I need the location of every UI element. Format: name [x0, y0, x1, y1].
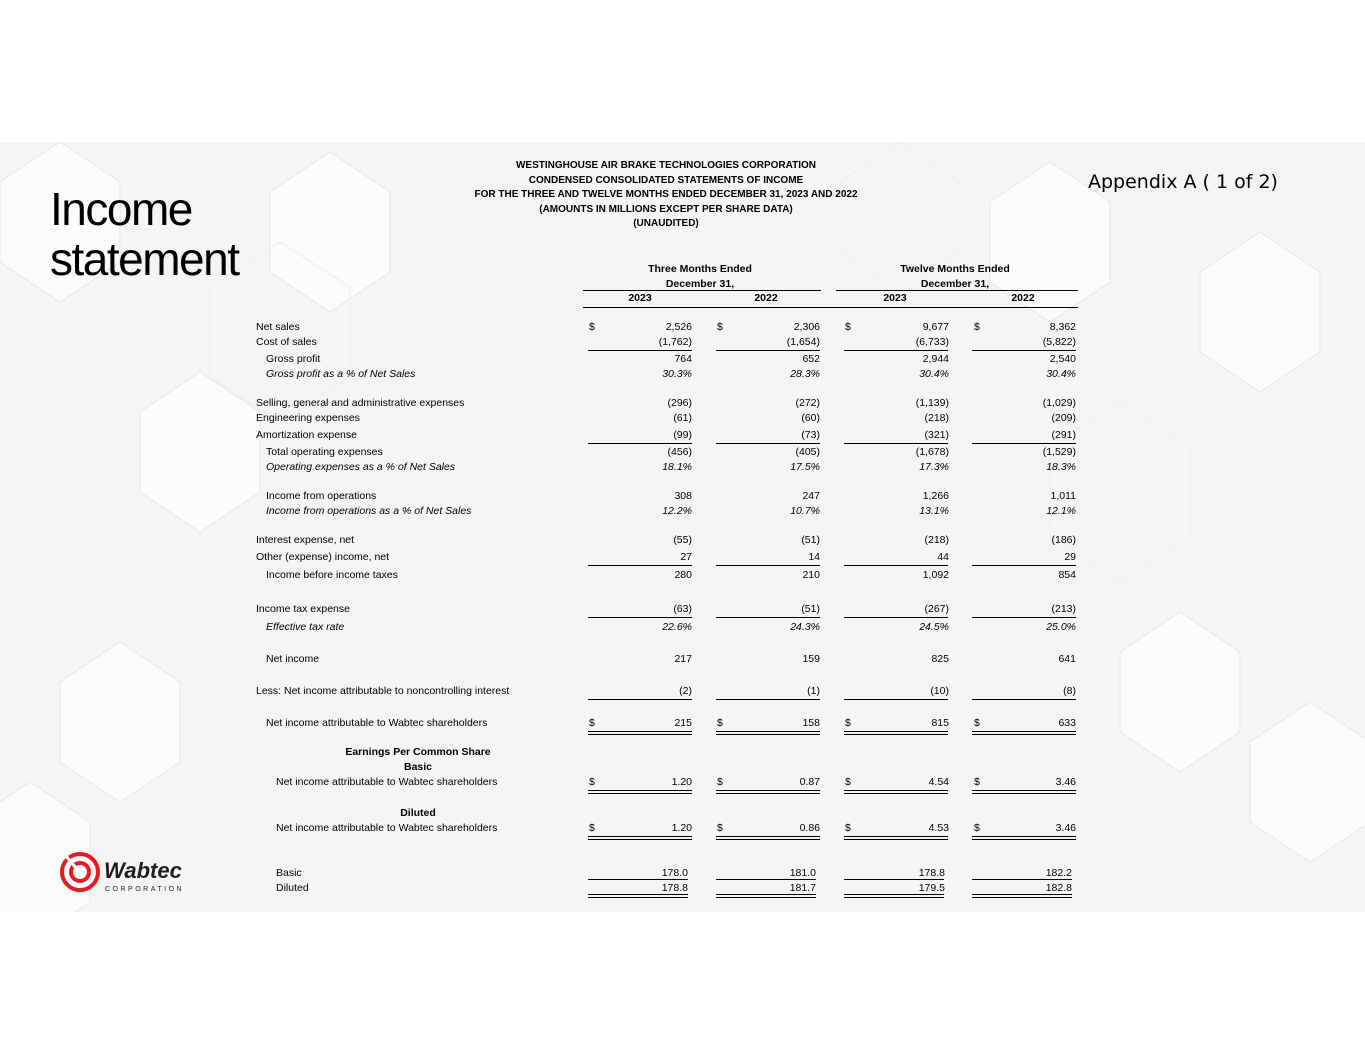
cell-rule — [716, 350, 820, 351]
cell-value: 159 — [802, 653, 820, 665]
cell-value: 22.6% — [662, 621, 692, 633]
cell-rule — [972, 734, 1076, 735]
cell-value: 178.0 — [661, 867, 688, 879]
cell-value: 28.3% — [790, 368, 820, 380]
row-label: Net income attributable to Wabtec shareholders — [276, 776, 498, 788]
cell-rule — [844, 894, 944, 895]
currency-symbol: $ — [589, 321, 595, 333]
row-label: Net sales — [256, 321, 300, 333]
cell-value: (2) — [679, 685, 692, 697]
cell-rule — [716, 879, 816, 880]
cell-value: (63) — [673, 603, 692, 615]
group-three-months — [585, 262, 815, 292]
cell-value: 764 — [674, 353, 692, 365]
cell-rule — [588, 879, 688, 880]
currency-symbol: $ — [845, 717, 851, 729]
cell-value: (60) — [801, 412, 820, 424]
eps-title: Earnings Per Common Share — [345, 746, 491, 758]
row-label: Basic — [276, 867, 302, 879]
cell-value: 158 — [802, 717, 820, 729]
cell-value: 8,362 — [1049, 321, 1076, 333]
cell-rule — [972, 793, 1076, 794]
cell-rule — [972, 894, 1072, 895]
cell-rule — [844, 897, 944, 898]
eps-basic-title: Basic — [403, 761, 433, 773]
cell-value: (456) — [667, 446, 692, 458]
cell-value: 1,266 — [922, 490, 949, 502]
header-line: CONDENSED CONSOLIDATED STATEMENTS OF INCOME — [528, 174, 804, 186]
cell-value: 825 — [931, 653, 949, 665]
currency-symbol: $ — [717, 776, 723, 788]
cell-rule — [972, 839, 1076, 840]
row-label: Interest expense, net — [256, 534, 355, 546]
cell-value: (73) — [801, 429, 820, 441]
group-rule — [836, 290, 1078, 291]
cell-rule — [588, 731, 692, 732]
cell-value: 27 — [680, 551, 692, 563]
cell-value: (296) — [667, 397, 692, 409]
cell-rule — [588, 734, 692, 735]
cell-value: (291) — [1051, 429, 1076, 441]
cell-value: 12.1% — [1046, 505, 1076, 517]
cell-value: 2,944 — [922, 353, 949, 365]
group-twelve-months — [840, 262, 1070, 292]
group-line: Three Months Ended — [648, 263, 752, 275]
cell-value: (1,139) — [915, 397, 949, 409]
cell-rule — [972, 879, 1072, 880]
currency-symbol: $ — [717, 717, 723, 729]
cell-rule — [588, 790, 692, 791]
cell-rule — [716, 734, 820, 735]
cell-rule — [588, 897, 688, 898]
cell-value: 24.5% — [919, 621, 949, 633]
row-label: Income before income taxes — [266, 569, 398, 581]
year-header: 2023 — [628, 292, 652, 304]
row-label: Diluted — [276, 882, 309, 894]
cell-value: 24.3% — [790, 621, 820, 633]
cell-value: 280 — [674, 569, 692, 581]
cell-value: 17.3% — [919, 461, 949, 473]
header-line: FOR THE THREE AND TWELVE MONTHS ENDED DECEMBER 31, 2023 AND 2022 — [474, 189, 858, 200]
cell-rule — [972, 897, 1072, 898]
cell-rule — [588, 565, 692, 566]
cell-rule — [716, 617, 820, 618]
cell-value: 179.5 — [918, 882, 945, 894]
cell-value: 182.8 — [1045, 882, 1072, 894]
row-label: Effective tax rate — [266, 621, 345, 633]
cell-value: 2,540 — [1049, 353, 1076, 365]
currency-symbol: $ — [974, 321, 980, 333]
cell-rule — [844, 790, 948, 791]
cell-value: 14 — [808, 551, 820, 563]
cell-value: 29 — [1064, 551, 1076, 563]
year-header: 2022 — [754, 292, 778, 304]
row-label: Other (expense) income, net — [256, 551, 390, 563]
cell-value: 815 — [931, 717, 949, 729]
group-line: Twelve Months Ended — [900, 263, 1010, 275]
cell-value: 30.3% — [662, 368, 692, 380]
currency-symbol: $ — [974, 822, 980, 834]
cell-value: (186) — [1051, 534, 1076, 546]
cell-rule — [588, 836, 692, 837]
cell-rule — [588, 793, 692, 794]
currency-symbol: $ — [717, 321, 723, 333]
cell-value: 854 — [1058, 569, 1076, 581]
cell-value: (272) — [795, 397, 820, 409]
cell-rule — [844, 565, 948, 566]
currency-symbol: $ — [845, 776, 851, 788]
cell-rule — [588, 839, 692, 840]
row-label: Engineering expenses — [256, 412, 360, 424]
currency-symbol: $ — [845, 822, 851, 834]
cell-value: 10.7% — [790, 505, 820, 517]
row-label: Net income attributable to Wabtec shareholders — [266, 717, 488, 729]
currency-symbol: $ — [974, 717, 980, 729]
cell-value: 308 — [674, 490, 692, 502]
cell-value: (61) — [673, 412, 692, 424]
currency-symbol: $ — [589, 717, 595, 729]
row-label: Less: Net income attributable to noncontrolling interest — [256, 685, 510, 697]
cell-rule — [844, 879, 944, 880]
group-line: December 31, — [665, 278, 735, 290]
cell-value: (218) — [924, 412, 949, 424]
cell-rule — [972, 790, 1076, 791]
cell-value: (1) — [807, 685, 820, 697]
cell-rule — [716, 565, 820, 566]
cell-rule — [716, 731, 820, 732]
cell-rule — [844, 350, 948, 351]
cell-rule — [844, 443, 948, 444]
cell-value: 3.46 — [1055, 776, 1076, 788]
cell-value: 30.4% — [919, 368, 949, 380]
row-label: Selling, general and administrative expenses — [256, 397, 465, 409]
cell-rule — [844, 734, 948, 735]
cell-rule — [844, 839, 948, 840]
cell-value: 9,677 — [922, 321, 949, 333]
logo-wordmark: Wabtec — [104, 858, 182, 883]
cell-value: (1,654) — [786, 336, 820, 348]
cell-rule — [588, 894, 688, 895]
slide-title-text: Income statement — [50, 183, 239, 285]
logo-subtitle: CORPORATION — [105, 886, 185, 893]
row-label: Cost of sales — [256, 336, 317, 348]
cell-value: 217 — [674, 653, 692, 665]
cell-rule — [588, 617, 692, 618]
cell-rule — [588, 699, 692, 700]
cell-value: 178.8 — [661, 882, 688, 894]
cell-rule — [972, 836, 1076, 837]
cell-rule — [716, 897, 816, 898]
cell-value: (6,733) — [915, 336, 949, 348]
cell-value: (8) — [1063, 685, 1076, 697]
cell-value: 1,011 — [1050, 490, 1076, 502]
cell-value: 2,526 — [665, 321, 692, 333]
cell-value: (1,762) — [658, 336, 692, 348]
cell-value: 4.54 — [928, 776, 949, 788]
cell-rule — [844, 731, 948, 732]
cell-value: 182.2 — [1045, 867, 1072, 879]
cell-value: (5,822) — [1042, 336, 1076, 348]
cell-value: 3.46 — [1055, 822, 1076, 834]
cell-value: 18.3% — [1046, 461, 1076, 473]
cell-value: (1,029) — [1042, 397, 1076, 409]
row-label: Operating expenses as a % of Net Sales — [266, 461, 456, 473]
cell-value: 17.5% — [790, 461, 820, 473]
cell-rule — [844, 836, 948, 837]
cell-value: 1.20 — [671, 776, 692, 788]
cell-value: 4.53 — [928, 822, 949, 834]
cell-value: 633 — [1058, 717, 1076, 729]
cell-value: (209) — [1051, 412, 1076, 424]
cell-rule — [844, 617, 948, 618]
cell-value: 0.86 — [799, 822, 820, 834]
cell-value: 25.0% — [1046, 621, 1076, 633]
eps-diluted-title: Diluted — [400, 807, 436, 819]
currency-symbol: $ — [974, 776, 980, 788]
cell-value: (1,529) — [1042, 446, 1076, 458]
cell-value: (55) — [673, 534, 692, 546]
currency-symbol: $ — [589, 822, 595, 834]
wabtec-logo — [56, 848, 201, 896]
cell-value: 12.2% — [662, 505, 692, 517]
cell-rule — [588, 443, 692, 444]
statement-header — [440, 159, 892, 232]
cell-value: 178.8 — [918, 867, 945, 879]
cell-rule — [716, 443, 820, 444]
cell-value: 13.1% — [919, 505, 949, 517]
year-rule — [583, 307, 1078, 308]
cell-rule — [972, 699, 1076, 700]
cell-value: (218) — [924, 534, 949, 546]
cell-value: 30.4% — [1046, 368, 1076, 380]
cell-value: (10) — [930, 685, 949, 697]
row-label: Net income attributable to Wabtec shareholders — [276, 822, 498, 834]
cell-value: 641 — [1058, 653, 1076, 665]
row-label: Net income — [266, 653, 320, 665]
row-label: Gross profit — [266, 353, 321, 365]
cell-value: (99) — [673, 429, 692, 441]
group-line: December 31, — [920, 278, 990, 290]
cell-rule — [716, 793, 820, 794]
cell-rule — [972, 565, 1076, 566]
cell-value: 652 — [802, 353, 820, 365]
row-label: Income tax expense — [256, 603, 350, 615]
cell-value: 44 — [937, 551, 949, 563]
cell-value: 1,092 — [922, 569, 949, 581]
cell-value: (213) — [1051, 603, 1076, 615]
cell-rule — [716, 894, 816, 895]
row-label: Income from operations as a % of Net Sales — [266, 505, 472, 517]
currency-symbol: $ — [589, 776, 595, 788]
cell-value: (51) — [801, 603, 820, 615]
cell-value: (51) — [801, 534, 820, 546]
cell-value: 1.20 — [671, 822, 692, 834]
header-line: (UNAUDITED) — [633, 218, 699, 229]
header-line: WESTINGHOUSE AIR BRAKE TECHNOLOGIES CORPORATION — [515, 160, 816, 171]
currency-symbol: $ — [845, 321, 851, 333]
cell-value: (267) — [924, 603, 949, 615]
cell-value: (1,678) — [915, 446, 949, 458]
cell-value: 210 — [802, 569, 820, 581]
appendix-label: Appendix A ( 1 of 2) — [1088, 171, 1278, 193]
currency-symbol: $ — [717, 822, 723, 834]
cell-rule — [844, 793, 948, 794]
slide-title — [50, 184, 250, 284]
cell-value: 215 — [674, 717, 692, 729]
header-line: (AMOUNTS IN MILLIONS EXCEPT PER SHARE DATA) — [539, 203, 793, 215]
row-label: Income from operations — [266, 490, 377, 502]
row-label: Gross profit as a % of Net Sales — [266, 368, 416, 380]
row-label: Total operating expenses — [266, 446, 383, 458]
cell-rule — [972, 731, 1076, 732]
group-rule — [583, 290, 821, 291]
cell-value: (405) — [795, 446, 820, 458]
cell-rule — [716, 790, 820, 791]
cell-rule — [844, 699, 948, 700]
cell-value: 181.7 — [789, 882, 816, 894]
cell-rule — [716, 699, 820, 700]
year-header: 2022 — [1011, 292, 1035, 304]
cell-rule — [972, 443, 1076, 444]
cell-rule — [972, 617, 1076, 618]
cell-rule — [716, 839, 820, 840]
cell-value: 2,306 — [793, 321, 820, 333]
row-label: Amortization expense — [256, 429, 357, 441]
cell-rule — [972, 350, 1076, 351]
year-header: 2023 — [883, 292, 907, 304]
cell-value: 18.1% — [662, 461, 692, 473]
cell-rule — [716, 836, 820, 837]
cell-value: 247 — [802, 490, 820, 502]
cell-rule — [588, 350, 692, 351]
cell-value: 0.87 — [799, 776, 820, 788]
cell-value: (321) — [924, 429, 949, 441]
cell-value: 181.0 — [789, 867, 816, 879]
